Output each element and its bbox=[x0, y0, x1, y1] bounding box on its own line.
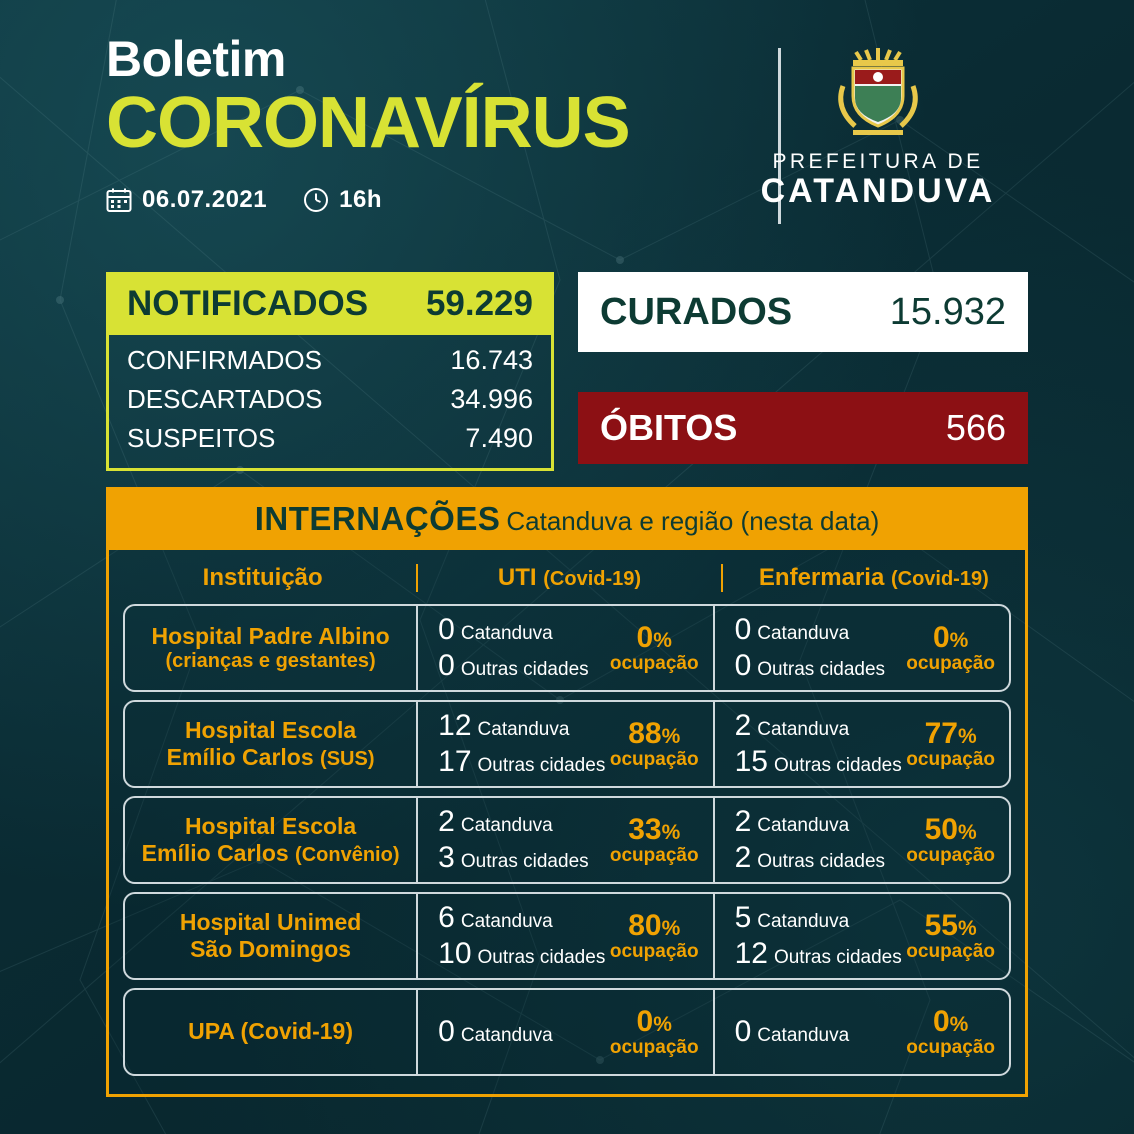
notificados-box bbox=[106, 272, 554, 471]
clock-icon bbox=[303, 187, 329, 213]
uti-numbers bbox=[438, 613, 588, 683]
meta-row bbox=[106, 186, 630, 214]
uti-numbers bbox=[438, 901, 605, 971]
time-group bbox=[303, 186, 382, 214]
row-institution bbox=[125, 894, 416, 978]
column-header-enfermaria-label: Enfermaria bbox=[758, 564, 885, 591]
uti-ocupacao bbox=[610, 622, 699, 673]
obitos-box bbox=[578, 392, 1028, 464]
uti-catanduva bbox=[438, 901, 605, 935]
enfermaria-catanduva-value: 0 bbox=[734, 1015, 752, 1048]
enfermaria-outras-label: Outras cidades bbox=[757, 851, 886, 872]
institution-name: Hospital Escola bbox=[184, 716, 357, 743]
internacoes-subtitle: Catanduva e região (nesta data) bbox=[506, 506, 880, 536]
uti-outras-value: 17 bbox=[438, 745, 472, 778]
curados-value: 15.932 bbox=[889, 290, 1006, 333]
page-title-main: CORONAVÍRUS bbox=[106, 83, 630, 163]
uti-outras-label: Outras cidades bbox=[477, 755, 606, 776]
row-institution bbox=[125, 990, 416, 1074]
header bbox=[106, 31, 1028, 224]
uti-numbers bbox=[438, 1015, 553, 1049]
uti-outras-value: 3 bbox=[438, 841, 455, 874]
notificados-header bbox=[109, 275, 551, 335]
column-header-instituicao: Instituição bbox=[202, 564, 323, 591]
uti-catanduva bbox=[438, 805, 588, 839]
row-institution bbox=[125, 702, 416, 786]
enfermaria-ocupacao-label: ocupação bbox=[906, 652, 995, 674]
enfermaria-numbers bbox=[735, 805, 885, 875]
column-header-uti-sub: (Covid-19) bbox=[543, 568, 642, 590]
uti-outras-label: Outras cidades bbox=[460, 851, 589, 872]
uti-outras-value: 10 bbox=[438, 937, 472, 970]
enfermaria-catanduva-label: Catanduva bbox=[757, 719, 850, 740]
confirmados-label: CONFIRMADOS bbox=[127, 345, 322, 375]
uti-catanduva-label: Catanduva bbox=[460, 1025, 553, 1046]
uti-percent-symbol: % bbox=[661, 725, 681, 749]
enfermaria-catanduva-value: 2 bbox=[734, 805, 752, 838]
uti-ocupacao-label: ocupação bbox=[609, 940, 699, 962]
enfermaria-ocupacao-value: 0 bbox=[932, 1005, 950, 1039]
uti-numbers bbox=[438, 805, 588, 875]
enfermaria-catanduva bbox=[735, 613, 885, 647]
coat-of-arms-icon bbox=[823, 46, 933, 142]
descartados-value: 34.996 bbox=[450, 384, 533, 414]
enfermaria-outras-label: Outras cidades bbox=[757, 659, 886, 680]
uti-ocupacao bbox=[610, 718, 699, 769]
enfermaria-percent-symbol: % bbox=[957, 917, 977, 941]
institution-name: Hospital Unimed bbox=[179, 908, 362, 935]
row-uti-cell bbox=[416, 702, 712, 786]
uti-catanduva bbox=[438, 709, 605, 743]
uti-ocupacao-value: 0 bbox=[636, 621, 654, 655]
institution-name-line2: Emílio Carlos (Convênio) bbox=[141, 839, 400, 866]
stat-row bbox=[127, 341, 533, 380]
enfermaria-ocupacao bbox=[906, 622, 995, 673]
enfermaria-catanduva-value: 5 bbox=[734, 901, 752, 934]
brand-city-label: CATANDUVA bbox=[760, 172, 996, 210]
table-row bbox=[123, 988, 1011, 1076]
enfermaria-catanduva-label: Catanduva bbox=[757, 1025, 850, 1046]
internacoes-header bbox=[109, 490, 1025, 550]
brand-prefeitura-label: PREFEITURA DE bbox=[772, 150, 984, 173]
uti-catanduva bbox=[438, 613, 588, 647]
enfermaria-outras bbox=[735, 841, 885, 875]
enfermaria-percent-symbol: % bbox=[949, 1013, 969, 1037]
uti-percent-symbol: % bbox=[653, 629, 672, 653]
descartados-label: DESCARTADOS bbox=[127, 384, 323, 414]
uti-catanduva-value: 2 bbox=[438, 805, 455, 838]
enfermaria-catanduva-label: Catanduva bbox=[757, 623, 850, 644]
uti-catanduva-label: Catanduva bbox=[460, 815, 553, 836]
row-uti-cell bbox=[416, 894, 712, 978]
institution-sub: (crianças e gestantes) bbox=[165, 649, 376, 672]
enfermaria-ocupacao-value: 77 bbox=[924, 717, 958, 751]
uti-outras bbox=[438, 745, 605, 779]
uti-outras-label: Outras cidades bbox=[460, 659, 589, 680]
uti-ocupacao-value: 88 bbox=[628, 717, 662, 751]
uti-ocupacao bbox=[610, 814, 699, 865]
enfermaria-percent-symbol: % bbox=[957, 725, 977, 749]
enfermaria-catanduva-value: 2 bbox=[734, 709, 752, 742]
uti-percent-symbol: % bbox=[661, 917, 681, 941]
suspeitos-label: SUSPEITOS bbox=[127, 423, 276, 453]
uti-outras-value: 0 bbox=[438, 649, 455, 682]
stat-row bbox=[127, 380, 533, 419]
table-row bbox=[123, 700, 1011, 788]
internacoes-panel bbox=[106, 487, 1028, 1097]
enfermaria-ocupacao-value: 50 bbox=[924, 813, 958, 847]
enfermaria-catanduva-label: Catanduva bbox=[757, 815, 850, 836]
enfermaria-numbers bbox=[735, 709, 902, 779]
uti-ocupacao-label: ocupação bbox=[609, 844, 699, 866]
enfermaria-numbers bbox=[735, 901, 902, 971]
page-title-small: Boletim bbox=[106, 31, 286, 87]
calendar-icon bbox=[106, 187, 132, 213]
enfermaria-catanduva bbox=[735, 709, 902, 743]
enfermaria-numbers bbox=[735, 613, 885, 683]
enfermaria-ocupacao-value: 55 bbox=[924, 909, 958, 943]
enfermaria-ocupacao bbox=[906, 910, 995, 961]
bulletin-date: 06.07.2021 bbox=[142, 185, 268, 213]
enfermaria-percent-symbol: % bbox=[957, 821, 977, 845]
row-institution bbox=[125, 798, 416, 882]
uti-catanduva-value: 12 bbox=[438, 709, 472, 742]
uti-catanduva-label: Catanduva bbox=[477, 719, 570, 740]
enfermaria-ocupacao bbox=[906, 1006, 995, 1057]
enfermaria-outras-value: 2 bbox=[734, 841, 752, 874]
institution-name: Hospital Padre Albino bbox=[151, 622, 390, 649]
row-enfermaria-cell bbox=[713, 798, 1009, 882]
enfermaria-catanduva bbox=[735, 1015, 850, 1049]
uti-ocupacao-label: ocupação bbox=[609, 652, 699, 674]
bulletin-time: 16h bbox=[339, 185, 382, 213]
enfermaria-outras-value: 0 bbox=[734, 649, 752, 682]
enfermaria-ocupacao-label: ocupação bbox=[906, 748, 995, 770]
enfermaria-catanduva bbox=[735, 901, 902, 935]
table-row bbox=[123, 892, 1011, 980]
row-institution bbox=[125, 606, 416, 690]
uti-ocupacao-label: ocupação bbox=[609, 1036, 699, 1058]
curados-label: CURADOS bbox=[600, 290, 793, 333]
uti-ocupacao-value: 33 bbox=[628, 813, 662, 847]
uti-outras bbox=[438, 937, 605, 971]
uti-catanduva bbox=[438, 1015, 553, 1049]
notificados-label: NOTIFICADOS bbox=[127, 284, 369, 323]
row-uti-cell bbox=[416, 606, 712, 690]
enfermaria-percent-symbol: % bbox=[949, 629, 969, 653]
institution-name-line2: São Domingos bbox=[190, 936, 352, 962]
enfermaria-outras bbox=[735, 649, 885, 683]
row-enfermaria-cell bbox=[713, 606, 1009, 690]
institution-sub: (SUS) bbox=[320, 747, 375, 770]
column-header-enfermaria-sub: (Covid-19) bbox=[890, 568, 989, 590]
internacoes-title: INTERNAÇÕES bbox=[254, 500, 501, 537]
uti-outras-label: Outras cidades bbox=[477, 947, 606, 968]
table-column-headers bbox=[109, 550, 1025, 604]
uti-ocupacao-label: ocupação bbox=[609, 748, 699, 770]
stat-row bbox=[127, 419, 533, 458]
enfermaria-outras-label: Outras cidades bbox=[773, 755, 902, 776]
suspeitos-value: 7.490 bbox=[465, 423, 533, 453]
row-enfermaria-cell bbox=[713, 702, 1009, 786]
column-header-enfermaria bbox=[721, 564, 1025, 592]
row-enfermaria-cell bbox=[713, 894, 1009, 978]
table-body bbox=[109, 604, 1025, 1094]
uti-percent-symbol: % bbox=[653, 1013, 672, 1037]
uti-ocupacao-value: 80 bbox=[628, 909, 662, 943]
uti-catanduva-value: 0 bbox=[438, 613, 455, 646]
row-uti-cell bbox=[416, 798, 712, 882]
confirmados-value: 16.743 bbox=[450, 345, 533, 375]
institution-name: UPA (Covid-19) bbox=[188, 1018, 353, 1045]
uti-ocupacao bbox=[610, 910, 699, 961]
enfermaria-ocupacao-value: 0 bbox=[932, 621, 950, 655]
enfermaria-ocupacao-label: ocupação bbox=[906, 844, 995, 866]
institution-name-line2: Emílio Carlos (SUS) bbox=[166, 743, 375, 770]
enfermaria-outras bbox=[735, 937, 902, 971]
uti-outras bbox=[438, 649, 588, 683]
obitos-label: ÓBITOS bbox=[600, 407, 738, 448]
column-header-uti bbox=[416, 564, 720, 592]
uti-outras bbox=[438, 841, 588, 875]
table-row bbox=[123, 796, 1011, 884]
uti-catanduva-label: Catanduva bbox=[460, 911, 553, 932]
notificados-value: 59.229 bbox=[425, 284, 533, 323]
title-block bbox=[106, 31, 630, 214]
institution-name: Hospital Escola bbox=[184, 812, 357, 839]
enfermaria-ocupacao-label: ocupação bbox=[906, 1036, 995, 1058]
enfermaria-outras-label: Outras cidades bbox=[773, 947, 902, 968]
enfermaria-numbers bbox=[735, 1015, 850, 1049]
institution-sub: (Convênio) bbox=[295, 843, 400, 866]
obitos-value: 566 bbox=[945, 407, 1006, 448]
column-header-uti-label: UTI bbox=[497, 564, 537, 591]
enfermaria-outras-value: 15 bbox=[734, 745, 768, 778]
row-uti-cell bbox=[416, 990, 712, 1074]
uti-percent-symbol: % bbox=[661, 821, 681, 845]
uti-numbers bbox=[438, 709, 605, 779]
enfermaria-ocupacao-label: ocupação bbox=[906, 940, 995, 962]
enfermaria-catanduva-label: Catanduva bbox=[757, 911, 850, 932]
enfermaria-outras bbox=[735, 745, 902, 779]
uti-catanduva-label: Catanduva bbox=[460, 623, 553, 644]
enfermaria-ocupacao bbox=[906, 814, 995, 865]
table-row bbox=[123, 604, 1011, 692]
enfermaria-catanduva bbox=[735, 805, 885, 839]
enfermaria-ocupacao bbox=[906, 718, 995, 769]
brand-block bbox=[728, 46, 1028, 210]
row-enfermaria-cell bbox=[713, 990, 1009, 1074]
curados-box bbox=[578, 272, 1028, 352]
enfermaria-catanduva-value: 0 bbox=[734, 613, 752, 646]
uti-ocupacao-value: 0 bbox=[636, 1005, 654, 1039]
uti-ocupacao bbox=[610, 1006, 699, 1057]
enfermaria-outras-value: 12 bbox=[734, 937, 768, 970]
uti-catanduva-value: 0 bbox=[438, 1015, 455, 1048]
notificados-breakdown bbox=[109, 335, 551, 468]
uti-catanduva-value: 6 bbox=[438, 901, 455, 934]
